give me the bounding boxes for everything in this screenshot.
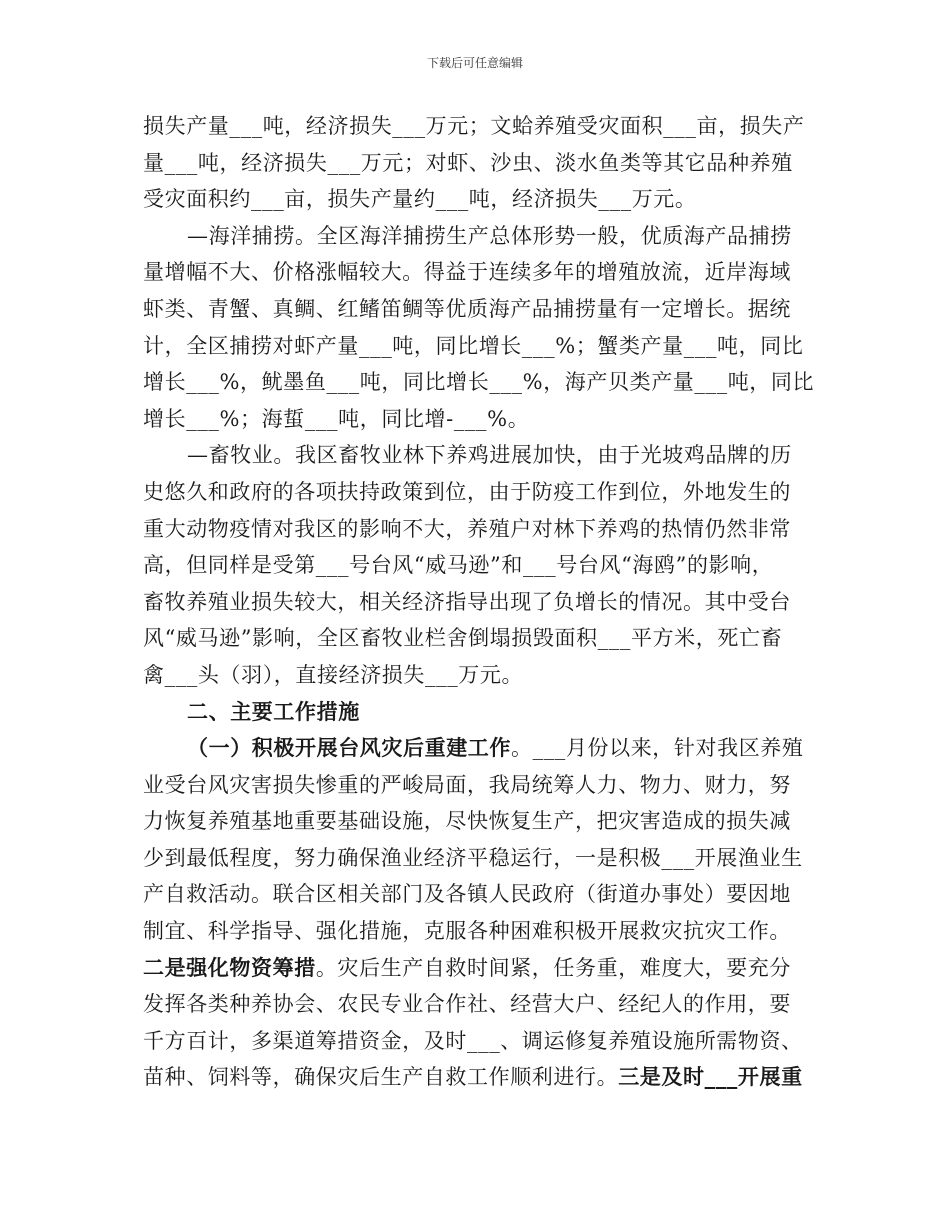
text-line: 计，全区捕捞对虾产量___吨，同比增长___%；蟹类产量___吨，同比 <box>143 333 804 358</box>
text-line: 史悠久和政府的各项扶持政策到位，由于防疫工作到位，外地发生的 <box>143 479 791 504</box>
text-line: 损失产量___吨，经济损失___万元；文蛤养殖受灾面积___亩，损失产 <box>143 114 805 138</box>
subheading-materials: 二是强化物资筹措 <box>143 954 316 980</box>
text-line: 增长___%，鱿墨鱼___吨，同比增长___%，海产贝类产量___吨，同比 <box>143 370 815 395</box>
text-line: 受灾面积约___亩，损失产量约___吨，经济损失___万元。 <box>143 187 697 212</box>
text-line: 业受台风灾害损失惨重的严峻局面，我局统筹人力、物力、财力，努 <box>143 772 791 797</box>
text-line: 制宜、科学指导、强化措施，克服各种困难积极开展救灾抗灾工作。 <box>143 919 791 944</box>
text-line: 千方百计，多渠道筹措资金，及时___、调运修复养殖设施所需物资、 <box>143 1028 803 1053</box>
text-run: 苗种、饲料等，确保灾后生产自救工作顺利进行。 <box>143 1065 619 1090</box>
text-line <box>143 950 815 987</box>
subheading-reconstruction: （一）积极开展台风灾后重建工作 <box>187 735 511 761</box>
text-line <box>143 730 815 767</box>
text-line: 增长___%；海蜇___吨，同比增-___%。 <box>143 406 530 431</box>
subheading-timely: 三是及时___开展重 <box>618 1064 803 1090</box>
text-line <box>143 1059 815 1096</box>
text-line: 量增幅不大、价格涨幅较大。得益于连续多年的增殖放流，近岸海域 <box>143 260 791 285</box>
document-body <box>143 108 815 1096</box>
text-run: 。___月份以来，针对我区养殖 <box>511 736 804 761</box>
text-line: 畜牧养殖业损失较大，相关经济指导出现了负增长的情况。其中受台 <box>143 589 791 614</box>
text-line: 量___吨，经济损失___万元；对虾、沙虫、淡水鱼类等其它品种养殖 <box>143 150 793 175</box>
text-line: 风“威马逊”影响，全区畜牧业栏舍倒塌损毁面积___平方米，死亡畜 <box>143 626 783 651</box>
text-line: 发挥各类种养协会、农民专业合作社、经营大户、经纪人的作用，要 <box>143 992 791 1017</box>
text-line: 禽___头（羽），直接经济损失___万元。 <box>143 662 524 687</box>
section-heading-main-measures: 二、主要工作措施 <box>187 698 360 724</box>
text-line: 虾类、青蟹、真鲷、红鳍笛鲷等优质海产品捕捞量有一定增长。据统 <box>143 296 791 321</box>
text-line: 重大动物疫情对我区的影响不大，养殖户对林下养鸡的热情仍然非常 <box>143 516 791 541</box>
page-header: 下载后可任意编辑 <box>426 56 523 70</box>
text-run: 。灾后生产自救时间紧，任务重，难度大，要充分 <box>315 955 792 980</box>
section-heading-marine-fishing: —海洋捕捞。全区海洋捕捞生产总体形势一般，优质海产品捕捞 <box>187 223 792 248</box>
text-line: 高，但同样是受第___号台风“威马逊”和___号台风“海鸥”的影响， <box>143 553 774 578</box>
section-heading-livestock: —畜牧业。我区畜牧业林下养鸡进展加快，由于光坡鸡品牌的历 <box>187 443 792 468</box>
text-line: 力恢复养殖基地重要基础设施，尽快恢复生产，把灾害造成的损失减 <box>143 809 791 834</box>
text-line: 产自救活动。联合区相关部门及各镇人民政府（街道办事处）要因地 <box>143 882 791 907</box>
text-line: 少到最低程度，努力确保渔业经济平稳运行，一是积极___开展渔业生 <box>143 845 803 870</box>
